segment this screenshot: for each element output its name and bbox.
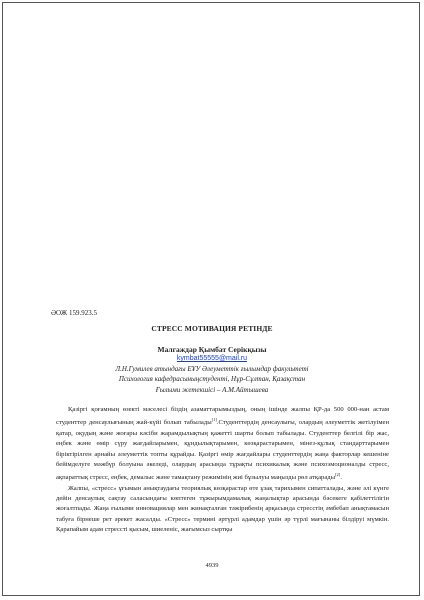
udc-code: ӘОЖ 159.923.5 <box>51 309 97 317</box>
supervisor-line: Ғылыми жетекшісі – А.М.Айтышева <box>155 386 269 394</box>
paper-title: СТРЕСС МОТИВАЦИЯ РЕТІНДЕ <box>151 324 273 333</box>
body-text <box>56 405 389 536</box>
reference-1: [1] <box>211 417 217 423</box>
page-number: 4939 <box>205 562 219 569</box>
affiliation-line-2: Психология кафедрасыныңстуденті, Нұр-Сұлтан, Қазақстан <box>118 375 306 383</box>
paragraph-2: Жалпы, «стресс» ұғымын анықтаудағы теориялық көзқарастар өте ұзақ тарихымен сипатталады, және әлі күнге дейін денсаулық сақтау саласындағы көптеген тұжырымдамалық жаңалықтар арасында бәсекеге қабілеттілігін жоғалтпады. Жаңа ғылыми инновациялар мен жинақталған тәжірибенің арқасында стресстің әмбебап анықтамасын табуға бірнеше рет әрекет жасалды. «Стресс» термині әртүрлі адамдар үшін әр түрлі мағынаны білдіруі мүмкін. Қарапайым адам стрессті қысым, шиеленіс, жағымсыз сыртқы <box>56 484 389 534</box>
affiliation-line-1: Л.Н.Гумилев атындағы ЕҰУ Әлеуметтік ғылымдар факультеті <box>115 365 309 373</box>
paragraph-1: Қазіргі қоғамның өзекті мәселесі біздің азаматтарымыздың, оның ішінде жалпы ҚР-да 500 000-нан астам студенттер денсаулығының жай-күйі болып табылады[1].Студенттердің денсаулығы, олардың әлеуметтік жетілуімен қатар, оқудың және жоғары кәсіби жарамдылықтың қажетті шарты болып табылады. Студенттер белгілі бір жас, еңбек және өмір сүру жағдайларымен, құндылықтарымен, көзқарастарымен, мінез-құлық стандарттарымен біріктірілген арнайы әлеуметтік топты құрайды. Қазіргі өмір жағдайлары студенттердің жаңа факторлар кешеніне бейімделуге мәжбүр болуына әкеледі, олардың арасында тұрақты психикалық және психоэмоционалды стресс, ақпараттық стресс, еңбек, демалыс және тамақтану режимінің жиі бұзылуы маңызды рөл атқарады[2]. <box>56 406 389 482</box>
author-name: Малгаждар Қымбат Серікқызы <box>157 345 267 354</box>
reference-2: [2] <box>335 472 341 478</box>
author-email-link[interactable]: kymbat55555@mail.ru <box>176 355 248 362</box>
